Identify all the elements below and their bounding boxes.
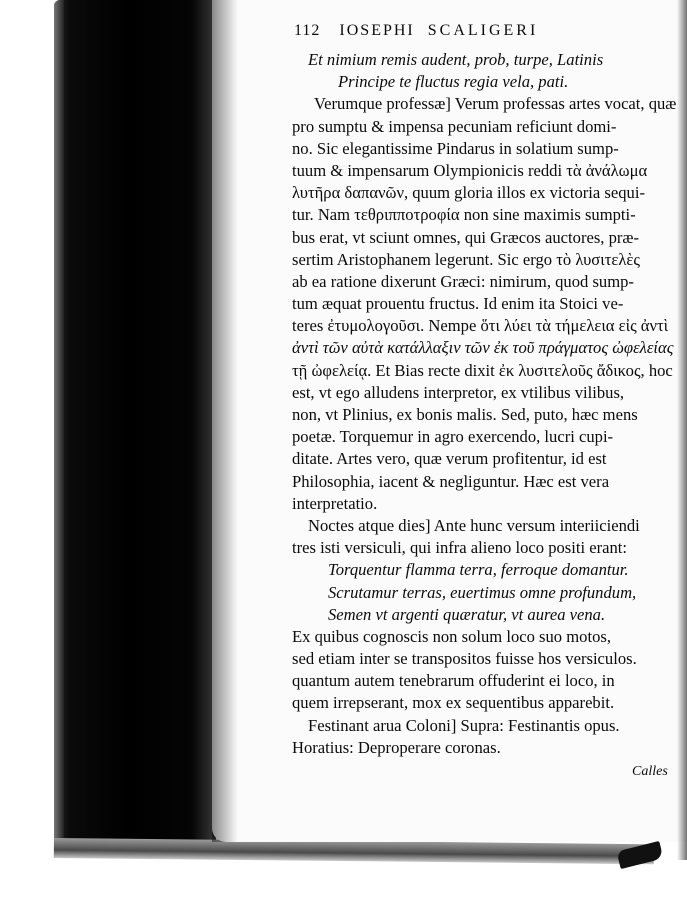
text-line: Festinant arua Coloni] Supra: Festinantis opus. [308,715,620,735]
text-line: Verumque professæ] Verum professas artes vocat, quæ [314,94,677,114]
text-line: sed etiam inter se transpositos fuisse hos versiculos. [292,649,637,669]
text-line: ἀντὶ τῶν αὐτὰ κατάλλαξιν τῶν ἐκ τοῦ πράγματος ὠφελείας [292,338,674,358]
text-line: interpretatio. [292,493,378,513]
book-cover-edge [54,0,64,852]
running-header [294,22,674,40]
text-line: est, vt ego alludens interpretor, ex vtilibus vilibus, [292,382,625,402]
text-line: bus erat, vt sciunt omnes, qui Græcos auctores, præ- [292,227,640,247]
text-line: poetæ. Torquemur in agro exercendo, lucri cupi- [292,427,614,447]
page-number: 112 [294,22,321,39]
catchword: Calles [632,764,668,779]
gutter-shadow [212,0,238,842]
text-line: τῇ ὠφελείᾳ. Et Bias recte dixit ἐκ λυσιτελοῦς ἄδικος, hoc [292,360,673,380]
text-line: tres isti versiculi, qui infra alieno loco positi erant: [292,538,628,558]
text-line: pro sumptu & impensa pecuniam reficiunt domi- [292,116,617,136]
verse-line: Torquentur flamma terra, ferroque domantur. [328,560,629,580]
text-line: tuum & impensarum Olympionicis reddi τὰ ἀνάλωμα [292,160,648,180]
body-text [292,49,682,759]
text-line: ab ea ratione dixerunt Græci: nimirum, quod sump- [292,271,634,291]
text-line: sertim Aristophanem legerunt. Sic ergo τὸ λυσιτελὲς [292,249,640,269]
text-line: quantum autem tenebrarum offuderint ei loco, in [292,671,615,691]
text-line: Noctes atque dies] Ante hunc versum interiiciendi [308,515,640,535]
header-title-second: SCALIGERI [427,22,539,39]
text-line: tum æquat prouentu fructus. Id enim ita Stoici ve- [292,294,624,314]
text-line: Et nimium remis audent, prob, turpe, Latinis [308,50,604,69]
header-title-first: IOSEPHI [339,22,415,39]
text-line: λυτῆρα δαπανῶν, quum gloria illos ex victoria sequi- [292,183,645,203]
text-line: quem irrepserant, mox ex sequentibus apparebit. [292,693,615,713]
text-line: teres ἐτυμολογοῦσι. Nempe ὅτι λύει τὰ τήμελεια εἰς ἀντὶ [292,316,669,336]
text-line: non, vt Plinius, ex bonis malis. Sed, puto, hæc mens [292,405,638,424]
text-line: Philosophia, iacent & negliguntur. Hæc est vera [292,471,610,491]
verse-line: Semen vt argenti quæratur, vt aurea vena. [328,604,606,624]
text-line: Principe te fluctus regia vela, pati. [338,72,569,92]
text-line: Horatius: Deproperare coronas. [292,737,501,757]
book-spine-shadow [54,0,216,852]
text-line: no. Sic elegantissime Pindarus in solatium sump- [292,138,619,158]
text-line: Ex quibus cognoscis non solum loco suo motos, [292,626,611,646]
text-line: ditate. Artes vero, quæ verum profitentur, id est [292,449,607,469]
verse-line: Scrutamur terras, euertimus omne profundum, [328,582,637,602]
text-line: tur. Nam τεθριπποτροφία non sine maximis sumpti- [292,205,636,225]
